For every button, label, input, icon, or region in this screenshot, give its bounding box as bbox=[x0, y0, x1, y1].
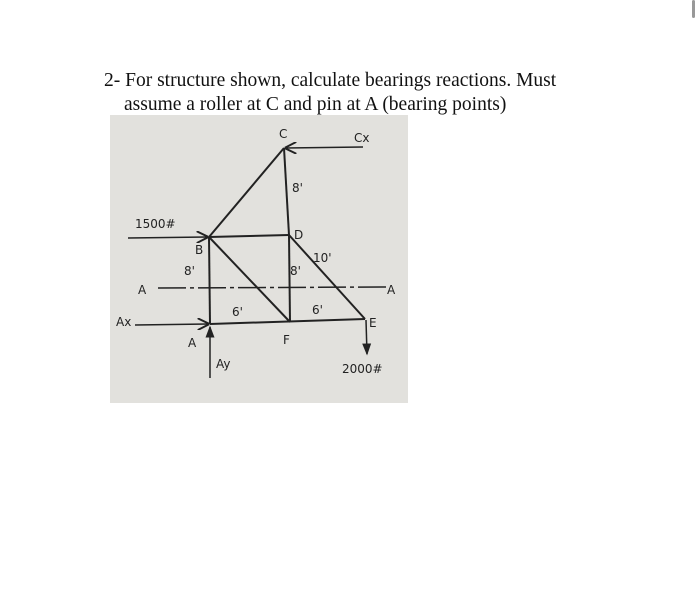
label-1500: 1500# bbox=[135, 217, 176, 231]
label-E: E bbox=[369, 316, 377, 330]
member-BF bbox=[209, 237, 290, 322]
dim-FE: 6' bbox=[312, 303, 323, 317]
reaction-cx-arrow bbox=[286, 147, 363, 148]
dim-BA: 8' bbox=[184, 264, 195, 278]
scrollbar[interactable] bbox=[692, 0, 695, 18]
question-line-2: assume a roller at C and pin at A (bearing points) bbox=[124, 94, 507, 115]
label-section-right: A bbox=[387, 283, 396, 297]
member-BC bbox=[209, 148, 284, 237]
question-line-1: 2- For structure shown, calculate bearings reactions. Must bbox=[104, 70, 557, 91]
dim-DF: 8' bbox=[290, 264, 301, 278]
dim-DE: 10' bbox=[313, 251, 332, 265]
structure-diagram-photo bbox=[110, 115, 408, 403]
structure-diagram bbox=[110, 115, 408, 403]
section-line-aa bbox=[158, 287, 387, 288]
label-Ay: Ay bbox=[216, 357, 231, 371]
member-BD bbox=[209, 235, 289, 237]
label-Ax: Ax bbox=[116, 315, 132, 329]
load-1500-arrow bbox=[128, 237, 207, 238]
member-BA bbox=[209, 237, 210, 324]
label-D: D bbox=[294, 228, 304, 242]
load-2000-arrow bbox=[366, 320, 367, 354]
label-2000: 2000# bbox=[342, 362, 383, 376]
label-A: A bbox=[188, 336, 197, 350]
dim-AF: 6' bbox=[232, 305, 243, 319]
label-B: B bbox=[195, 243, 204, 257]
label-C: C bbox=[279, 127, 288, 141]
member-DF bbox=[289, 235, 290, 322]
reaction-ax-arrow bbox=[135, 324, 208, 325]
label-Cx: Cx bbox=[354, 131, 370, 145]
label-F: F bbox=[283, 333, 290, 347]
dim-CD: 8' bbox=[292, 181, 303, 195]
label-section-left: A bbox=[138, 283, 147, 297]
member-CD bbox=[284, 148, 289, 235]
